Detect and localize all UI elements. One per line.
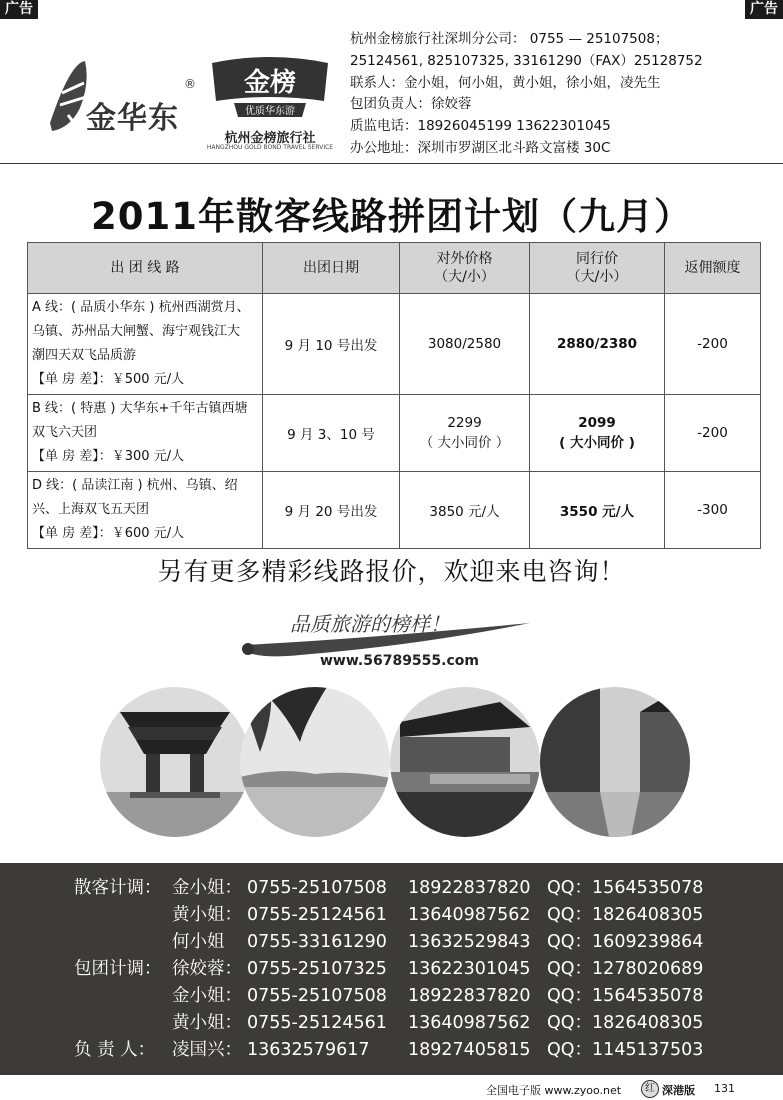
contact-name: 何小姐 [172, 932, 225, 952]
price-cell: 3850 元/人 [400, 472, 530, 549]
jinbang-english: HANGZHOU GOLD BOND TRAVEL SERVICE [206, 144, 334, 151]
date-cell: 9 月 3、10 号 [263, 395, 400, 472]
col-date: 出团日期 [263, 243, 400, 294]
contact-qq: QQ：1826408305 [547, 1013, 704, 1033]
price-cell: 2299 （ 大小同价 ） [400, 395, 530, 472]
rebate-cell: -300 [665, 472, 761, 549]
contact-phone[interactable]: 0755-33161290 [247, 932, 387, 952]
jinbang-caption: 杭州金榜旅行社 [224, 131, 316, 146]
col-trade-price: 同行价 （大/小） [530, 243, 665, 294]
contact-phone[interactable]: 0755-25124561 [247, 1013, 387, 1033]
photo-canal-town [540, 682, 690, 842]
contact-panel [0, 863, 783, 1075]
contact-name: 金小姐： [172, 986, 242, 1006]
quality-hotline: 质监电话：18926045199 13622301045 [350, 118, 611, 135]
contact-qq: QQ：1278020689 [547, 959, 704, 979]
header [0, 19, 783, 164]
company-info [350, 29, 780, 160]
jinhuadong-logo [40, 53, 200, 143]
slogan-text: 品质旅游的榜样！ [290, 612, 450, 636]
col-rebate: 返佣额度 [665, 243, 761, 294]
table-row [28, 395, 761, 472]
tour-plan-table [27, 242, 761, 549]
col-price: 对外价格 （大/小） [400, 243, 530, 294]
contact-name: 金小姐： [172, 878, 242, 898]
scenery-photos [100, 682, 690, 842]
contact-row [0, 875, 783, 902]
contact-row [0, 1037, 783, 1064]
trade-price-cell: 2099 ( 大小同价 ) [530, 395, 665, 472]
contact-mobile[interactable]: 18927405815 [408, 1040, 531, 1060]
table-row [28, 294, 761, 395]
contact-row [0, 983, 783, 1010]
group-manager: 包团负责人：徐姣蓉 [350, 96, 472, 113]
website-text[interactable]: www.56789555.com [320, 653, 479, 669]
trade-price-cell: 2880/2380 [530, 294, 665, 395]
contact-mobile[interactable]: 18922837820 [408, 878, 531, 898]
contact-persons: 联系人：金小姐，何小姐，黄小姐，徐小姐，凌先生 [350, 74, 661, 91]
registered-mark: ® [184, 77, 196, 91]
contact-row [0, 1010, 783, 1037]
date-cell: 9 月 20 号出发 [263, 472, 400, 549]
contact-mobile[interactable]: 13640987562 [408, 905, 531, 925]
contact-name: 凌国兴： [172, 1040, 242, 1060]
photo-water-town-bridge [390, 682, 540, 842]
contact-phone[interactable]: 0755-25107508 [247, 986, 387, 1006]
contact-qq: QQ：1564535078 [547, 878, 704, 898]
photo-expo-pavilion [100, 682, 250, 842]
contact-role: 负 责 人： [74, 1040, 156, 1060]
col-route: 出 团 线 路 [28, 243, 263, 294]
edition-text[interactable]: 全国电子版 www.zyoo.net [486, 1084, 622, 1097]
rebate-cell: -200 [665, 395, 761, 472]
photo-west-lake [240, 682, 390, 842]
route-cell: B 线：( 特惠 ) 大华东+千年古镇西塘 双飞六天团 【单 房 差】：￥300 元/人 [28, 395, 263, 472]
route-cell: A 线：( 品质小华东 ) 杭州西湖赏月、 乌镇、苏州品大闸蟹、海宁观钱江大 潮四天双飞品质游 【单 房 差】：￥500 元/人 [28, 294, 263, 395]
contact-mobile[interactable]: 18922837820 [408, 986, 531, 1006]
contact-phone[interactable]: 0755-25107325 [247, 959, 387, 979]
jinbang-scroll-icon [200, 49, 340, 127]
region-text: 深港版 [662, 1084, 695, 1097]
table-header-row [28, 243, 761, 294]
contact-name: 徐姣蓉： [172, 959, 242, 979]
brush-stroke-icon [240, 605, 540, 670]
company-line-1: 杭州金榜旅行社深圳分公司： 0755 — 25107508； [350, 31, 669, 47]
contact-mobile[interactable]: 13622301045 [408, 959, 531, 979]
page-title: 2011年散客线路拼团计划（九月） [91, 195, 692, 238]
contact-qq: QQ：1564535078 [547, 986, 704, 1006]
contact-phone[interactable]: 0755-25107508 [247, 878, 387, 898]
trade-price-cell: 3550 元/人 [530, 472, 665, 549]
contact-phone[interactable]: 0755-25124561 [247, 905, 387, 925]
date-cell: 9 月 10 号出发 [263, 294, 400, 395]
office-address: 办公地址：深圳市罗湖区北斗路文富楼 30C [350, 139, 611, 156]
contact-mobile[interactable]: 13632529843 [408, 932, 531, 952]
contact-phone[interactable]: 13632579617 [247, 1040, 370, 1060]
jinbang-logo [200, 49, 340, 151]
company-line-2: 25124561, 825107325, 33161290（FAX）25128752 [350, 52, 703, 69]
more-routes-text: 另有更多精彩线路报价，欢迎来电咨询！ [157, 557, 626, 586]
price-cell: 3080/2580 [400, 294, 530, 395]
page-footer [0, 1077, 783, 1100]
contact-name: 黄小姐： [172, 905, 242, 925]
contact-role: 包团计调： [74, 959, 162, 979]
jinbang-badge: 优质华东游 [245, 106, 295, 117]
contact-name: 黄小姐： [172, 1013, 242, 1033]
contact-qq: QQ：1145137503 [547, 1040, 704, 1060]
ad-tag-left: 广告 [0, 0, 38, 19]
page-number: 131 [714, 1082, 735, 1095]
contact-row [0, 956, 783, 983]
contact-row [0, 929, 783, 956]
red-badge-icon: 红 [641, 1080, 659, 1098]
rebate-cell: -200 [665, 294, 761, 395]
jinbang-name: 金榜 [243, 68, 297, 98]
table-row [28, 472, 761, 549]
slogan-block [240, 605, 540, 670]
contact-role: 散客计调： [74, 878, 162, 898]
contact-qq: QQ：1826408305 [547, 905, 704, 925]
contact-qq: QQ：1609239864 [547, 932, 704, 952]
ad-tag-right: 广告 [745, 0, 783, 19]
jinhuadong-text: 金华东 [86, 101, 179, 136]
contact-mobile[interactable]: 13640987562 [408, 1013, 531, 1033]
route-cell: D 线：( 品读江南 ) 杭州、乌镇、绍 兴、上海双飞五天团 【单 房 差】：￥600 元/人 [28, 472, 263, 549]
contact-row [0, 902, 783, 929]
